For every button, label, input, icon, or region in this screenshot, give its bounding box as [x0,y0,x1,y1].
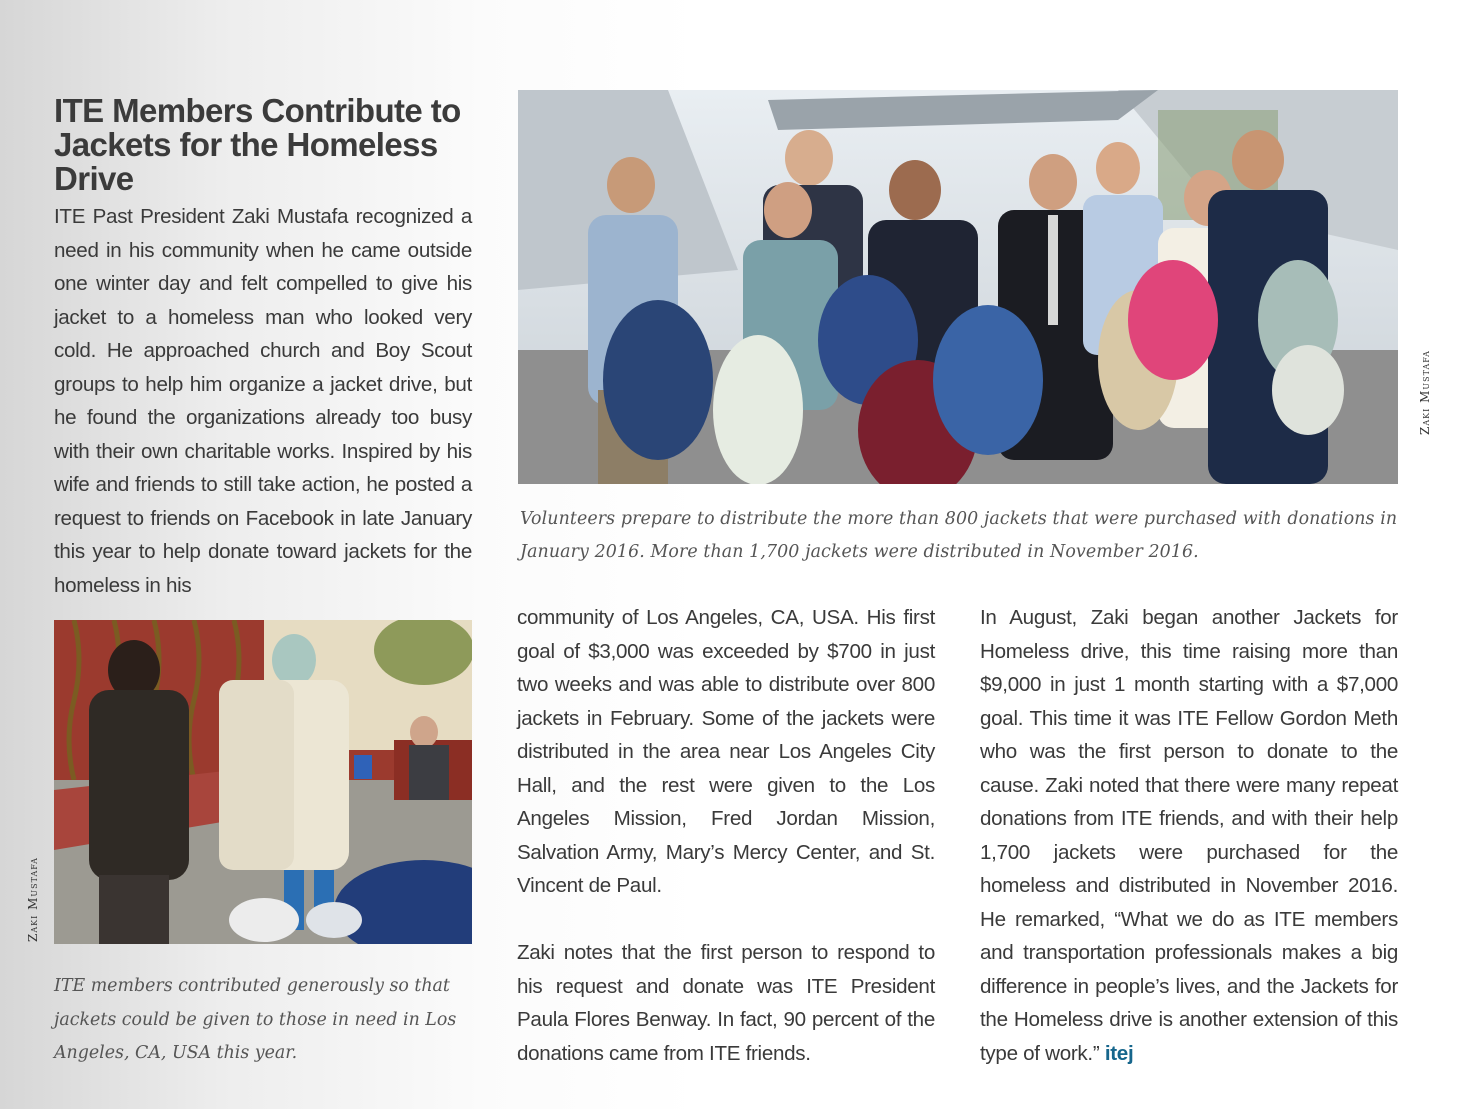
itej-signoff: itej [1104,1041,1134,1065]
article-column-3 [980,601,1398,1070]
jacket-handout-photo [54,620,472,944]
article-intro: ITE Past President Zaki Mustafa recognized a need in his community when he came outside one winter day and felt compelled to give his jacket to a homeless man who looked very cold. He approached church and Boy Scout groups to help him organize a jacket drive, but he found the organizations already too busy with their own charitable works. Inspired by his wife and friends to still take action, he posted a request to friends on Facebook in late January this year to help donate toward jackets for the homeless in his [54,205,472,597]
column-2-paragraph-1: community of Los Angeles, CA, USA. His first goal of $3,000 was exceeded by $700 in just two weeks and was able to distribute over 800 jackets in February. Some of the jackets were distributed in the area near Los Angeles City Hall, and the rest were given to the Los Angeles Mission, Fred Jordan Mission, Salvation Army, Mary’s Mercy Center, and St. Vincent de Paul. [517,606,935,897]
column-3-paragraph: In August, Zaki began another Jackets for Homeless drive, this time raising more than $9,000 in just 1 month starting with a $7,000 goal. This time it was ITE Fellow Gordon Meth who was the first person to donate to the cause. Zaki noted that there were many repeat donations from ITE friends, and with their help 1,700 jackets were purchased for the homeless and distributed in November 2016. He remarked, “What we do as ITE members and transportation professionals makes a big difference in people’s lives, and the Jackets for the Homeless drive is another extension of this type of work.” [980,606,1398,1065]
article-headline: ITE Members Contribute to Jackets for the Homeless Drive [54,92,461,197]
volunteers-group-photo [518,90,1398,484]
article-column-2 [517,601,935,1070]
top-photo-caption: Volunteers prepare to distribute the more than 800 jackets that were purchased with donations in January 2016. More than 1,700 jackets were distributed in November 2016. [520,509,1398,562]
left-photo-caption: ITE members contributed generously so that jackets could be given to those in need in Los Angeles, CA, USA this year. [54,976,457,1063]
top-photo-credit: Zaki Mustafa [1418,350,1432,435]
left-photo-credit: Zaki Mustafa [26,857,40,942]
column-2-paragraph-2: Zaki notes that the first person to respond to his request and donate was ITE President Paula Flores Benway. In fact, 90 percent of the donations came from ITE friends. [517,941,935,1065]
